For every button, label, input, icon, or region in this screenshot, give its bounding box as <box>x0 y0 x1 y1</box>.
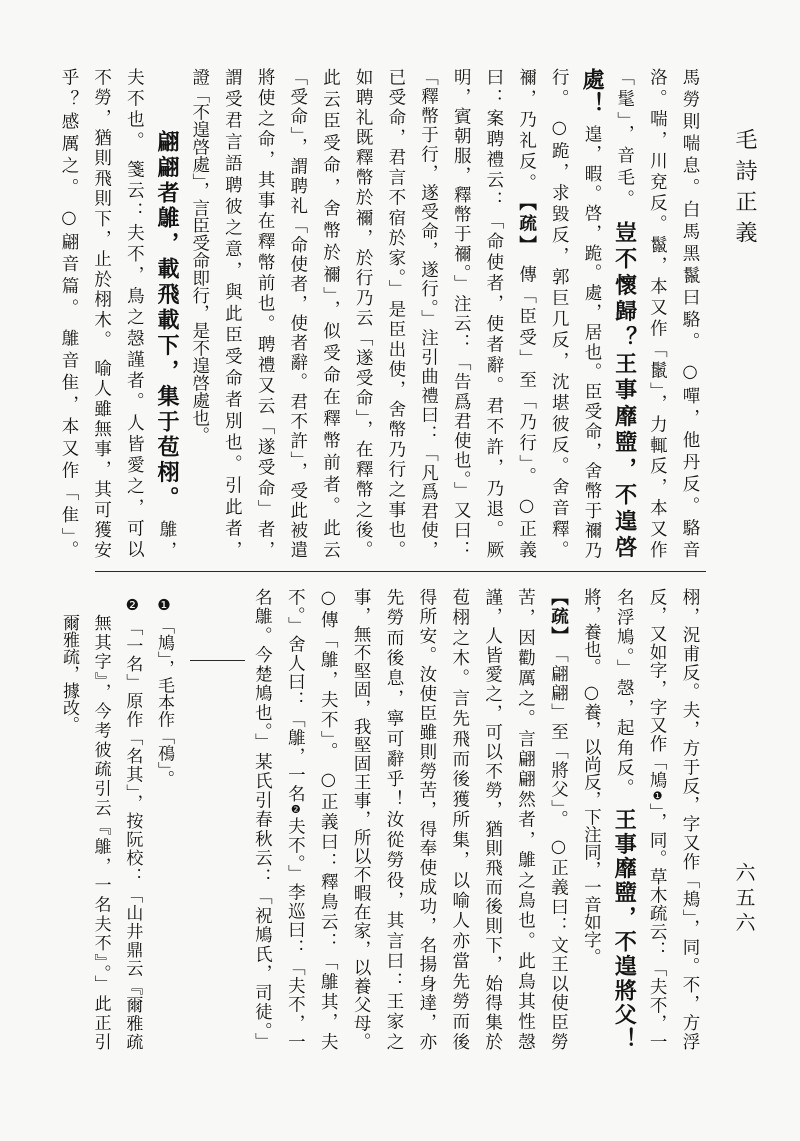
text-column <box>445 68 478 558</box>
verse-text: 翩翩者鵻，載飛載下，集于苞栩。 <box>154 130 180 512</box>
commentary-text: 鵻， <box>157 519 177 558</box>
commentary-text: ○正義曰：文王以使臣勞 <box>548 837 569 1050</box>
text-column <box>410 588 443 1050</box>
lower-text-block <box>245 588 706 1050</box>
note-column <box>52 596 84 1050</box>
commentary-text: 得所安。汝使臣雖則勞苦，得奉使成功，名揚身達，亦 <box>416 588 437 1050</box>
text-column <box>412 68 445 558</box>
text-column <box>183 68 216 558</box>
upper-text-block <box>52 68 706 558</box>
note-column <box>116 596 148 1050</box>
text-column <box>543 68 576 558</box>
commentary-text: 謹，人皆愛之，可以不勞，猶則飛而後則下，始得集於 <box>482 588 503 1050</box>
text-column <box>477 68 510 558</box>
commentary-text: 夫不也。 <box>124 68 145 153</box>
text-column <box>118 68 151 558</box>
commentary-text: 謂受君言語聘彼之意，與此臣受命者別也。引此者， <box>222 68 243 558</box>
text-column <box>377 588 410 1050</box>
commentary-text: 反，又如字，字又作「鳩 <box>647 588 668 790</box>
text-column <box>673 588 706 1050</box>
note-reference-marker: ❶ <box>651 789 665 804</box>
text-column <box>314 68 347 558</box>
text-column <box>150 68 183 558</box>
commentary-text: ○嘽，他丹反。駱音 <box>680 361 700 558</box>
verse-text: 豈不懷歸？王事靡盬，不遑啓 <box>611 221 638 558</box>
text-column <box>476 588 509 1050</box>
shu-marker: 【疏】 <box>516 202 537 257</box>
commentary-text: 不。」舍人曰：「鵻，一名 <box>285 588 306 804</box>
commentary-text: ○翩音篇。 <box>58 208 79 321</box>
note-text: 無其字』，今考彼疏引云『鵻，一名夫不』。」此正引 <box>90 613 111 1050</box>
commentary-text: 將使之命，其事在釋幣前也。聘禮又云「遂受命」者， <box>255 68 276 558</box>
shu-marker: 【疏】 <box>548 588 569 646</box>
commentary-text: 將，養也。 <box>581 588 602 676</box>
footnote-separator <box>190 660 245 661</box>
note-reference-marker: ❷ <box>289 803 303 818</box>
text-column <box>52 68 85 558</box>
commentary-text: 苦，因勸厲之。言翩翩然者，鵻之鳥也。此鳥其性愨 <box>515 588 536 1050</box>
text-column <box>608 68 641 558</box>
commentary-text: 洛。喘，川兗反。鬣，本又作「鬛」，力輒反，本又作 <box>647 68 668 558</box>
verse-text: 王事靡盬，不遑將父！ <box>611 808 638 1050</box>
text-column <box>281 68 314 558</box>
commentary-text: 名鵻。今楚鳩也。」某氏引春秋云：「祝鳩氏，司徒。」 <box>252 588 273 1050</box>
text-column <box>607 588 640 1050</box>
verse-text: 處！ <box>578 68 605 117</box>
book-title: 毛詩正義 <box>732 128 757 252</box>
commentary-text: 如聘礼既釋幣於禰，於行乃云「遂受命」，在釋幣之後。 <box>353 68 374 558</box>
commentary-text: 鵻音隹，本又作「隹」。 <box>58 328 79 558</box>
commentary-text: 不勞，猶則飛則下，止於栩木。 <box>91 68 112 351</box>
commentary-text: ○養，以尚反，下注同，一音如字。 <box>581 683 602 966</box>
page-number: 六五六 <box>732 862 756 937</box>
commentary-text: 證「不遑啓處」，言臣受命即行，是不遑啓處也。 <box>189 68 210 445</box>
commentary-text: 馬勞則喘息。白馬黑鬣曰駱。 <box>680 68 700 355</box>
commentary-text: 名浮鳩。」愨，起角反。 <box>614 588 635 799</box>
commentary-text: 行。 <box>549 68 570 111</box>
commentary-text: 箋云：夫不，鳥之愨謹者。人皆愛之，可以 <box>124 160 145 558</box>
commentary-text: ○傳「鵻，夫不」。 <box>318 588 339 762</box>
text-column <box>509 588 542 1050</box>
commentary-text: 傳「臣受」至「乃行」。 <box>516 264 537 488</box>
text-column <box>640 588 673 1050</box>
collation-notes <box>52 596 179 1050</box>
text-column <box>311 588 344 1050</box>
text-column <box>246 588 279 1050</box>
commentary-text: 「髦」，音毛。 <box>614 68 635 212</box>
commentary-text: 」，同。草木疏云：「夫不，一 <box>647 803 668 1050</box>
commentary-text: ○跪，求毀反，郭巨几反，沈堪彼反。舍音釋。 <box>549 117 570 558</box>
text-column <box>574 588 607 1050</box>
commentary-text: 乎？感厲之。 <box>58 68 79 201</box>
text-column <box>510 68 543 558</box>
text-column <box>216 68 249 558</box>
commentary-text: 已受命，君言不宿於家。」是臣出使，舍幣乃行之事也。 <box>385 68 406 558</box>
commentary-text: 「釋幣于行，遂受命，遂行。」注引曲禮曰：「凡爲君使， <box>418 68 439 558</box>
text-column <box>248 68 281 558</box>
commentary-text: 事，無不堅固，我堅固王事，所以不暇在家，以養父母。 <box>351 588 372 1050</box>
commentary-text: 此云臣受命，舍幣於禰」，似受命在釋幣前者。此云 <box>320 68 341 558</box>
note-text: 爾雅疏，據改。 <box>58 613 79 733</box>
commentary-text: 夫不。」李巡曰：「夫不，一 <box>285 817 306 1050</box>
commentary-text: 遑，暇。啓，跪。處，居也。臣受命，舍幣于禰乃 <box>581 124 602 558</box>
commentary-text: 先勞而後息，寧可辭乎！汝從勞役，其言曰：王家之 <box>383 588 404 1050</box>
text-column <box>542 588 575 1050</box>
text-column <box>641 68 674 558</box>
commentary-text: 曰：案聘禮云：「命使者，使者辭。君不許，乃退。厥 <box>483 68 504 558</box>
note-column <box>147 596 179 1050</box>
commentary-text: 「翩翩」至「將父」。 <box>548 653 569 830</box>
text-column <box>346 68 379 558</box>
commentary-text: 栩，況甫反。夫，方于反，字又作「鳺」，同。不，方浮 <box>680 588 700 1050</box>
commentary-text: 喻人雖無事，其可獲安 <box>91 358 112 558</box>
commentary-text: 「受命」，謂聘礼「命使者，使者辭。君不許」，受此被遣 <box>287 68 308 558</box>
text-column <box>278 588 311 1050</box>
section-divider <box>95 571 706 572</box>
commentary-text: 苞栩之木。言先飛而後獲所集，以喻人亦當先勞而後 <box>449 588 470 1050</box>
text-column <box>85 68 118 558</box>
text-column <box>575 68 608 558</box>
note-text: 「一名」原作「名其」，按阮校：「山井鼎云『爾雅疏 <box>122 618 143 1050</box>
text-column <box>443 588 476 1050</box>
note-marker: ❷ <box>123 596 142 616</box>
text-column <box>344 588 377 1050</box>
text-column <box>673 68 706 558</box>
text-column <box>379 68 412 558</box>
note-marker: ❶ <box>155 596 173 614</box>
note-text: 「鳩」，毛本作「鴀」。 <box>154 617 174 787</box>
commentary-text: ○正義 <box>516 495 537 558</box>
commentary-text: 明，賓朝服，釋幣于禰。」注云：「告爲君使也。」又曰： <box>451 68 472 558</box>
commentary-text: 禰，乃礼反。 <box>516 68 537 195</box>
commentary-text: ○正義曰：釋鳥云：「鵻其，夫 <box>318 769 339 1050</box>
note-column <box>84 596 116 1050</box>
